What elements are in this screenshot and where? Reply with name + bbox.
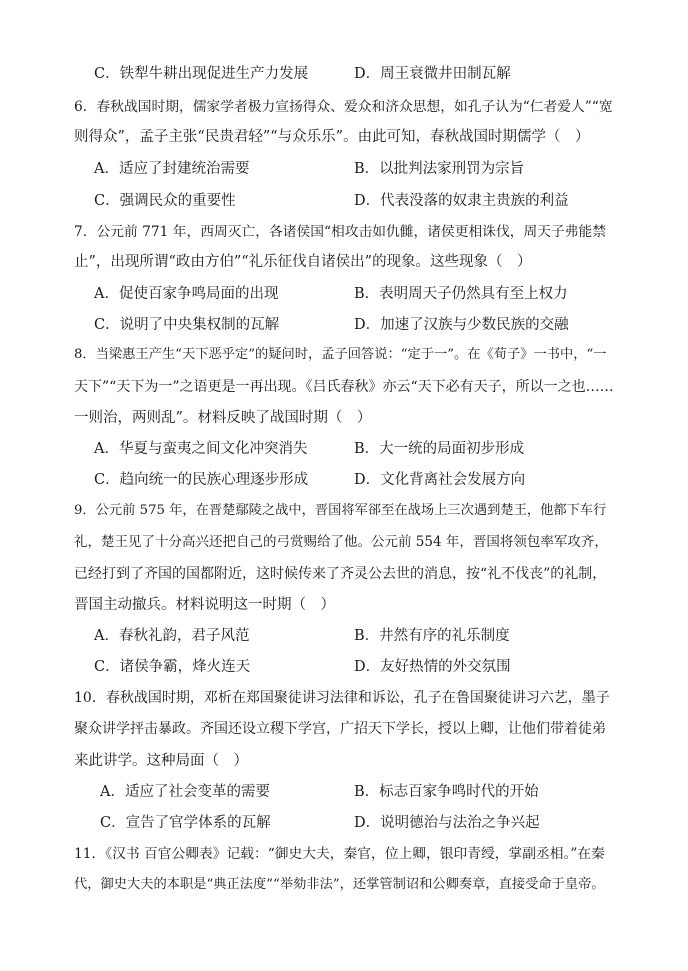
- q9-option-c: C．诸侯争霸，烽火连天: [94, 659, 251, 675]
- q10-option-c: C．宣告了官学体系的瓦解: [100, 815, 271, 831]
- q9-stem-line-3: 已经打到了齐国的国都附近，这时候传来了齐灵公去世的消息，按“礼不伐丧”的礼制，: [74, 566, 607, 582]
- q9-options-row-1: [0, 625, 688, 647]
- q6-options-row-2: [0, 190, 688, 212]
- q10-stem-line-3: 来此讲学。这种局面（ ）: [74, 753, 248, 769]
- q8-option-b: B．大一统的局面初步形成: [354, 441, 525, 457]
- q8-option-d: D．文化背离社会发展方向: [354, 472, 526, 488]
- q10-stem-line-2: 聚众讲学抨击暴政。齐国还设立稷下学宫，广招天下学长，授以上卿，让他们带着徒弟: [74, 721, 606, 737]
- q8-stem-line-1: 8．当梁惠王产生“天下恶乎定”的疑问时，孟子回答说：“定于一”。在《荀子》一书中，“一: [74, 347, 607, 362]
- q7-option-c: C．说明了中央集权制的瓦解: [94, 317, 280, 333]
- q10-option-b: B．标志百家争鸣时代的开始: [354, 784, 539, 800]
- q6-option-d: D．代表没落的奴隶主贵族的利益: [354, 193, 569, 209]
- q10-options-row-2: [0, 812, 688, 834]
- q10-options-row-1: [0, 781, 688, 803]
- q11-stem-line-2: 代，御史大夫的本职是“典正法度”“举劾非法”，还掌管制诏和公卿奏章，直接受命于皇帝。: [74, 877, 605, 892]
- q9-stem-line-2: 礼，楚王见了十分高兴还把自己的弓赏赐给了他。公元前 554 年，晋国将领包率军攻齐，: [74, 534, 608, 550]
- q6-option-a: A．适应了封建统治需要: [94, 161, 250, 177]
- q7-options-row-2: [0, 314, 688, 336]
- q8-option-a: A．华夏与蛮夷之间文化冲突消失: [94, 441, 308, 457]
- q11-stem-line-1: 11．《汉书 百官公卿表》记载：“御史大夫，秦官，位上卿，银印青绶，掌副丞相。”在秦: [74, 846, 605, 862]
- q8-stem-line-3: 一则治，两则乱”。材料反映了战国时期（ ）: [74, 410, 372, 426]
- q5-options-row: [0, 63, 688, 85]
- q6-option-b: B．以批判法家刑罚为宗旨: [354, 161, 525, 177]
- q10-stem-line-1: 10．春秋战国时期，邓析在郑国聚徒讲习法律和诉讼，孔子在鲁国聚徒讲习六艺，墨子: [74, 690, 610, 706]
- q7-stem-line-2: 止”，出现所谓“政由方伯”“礼乐征伐自诸侯出”的现象。这些现象（ ）: [74, 254, 532, 270]
- q9-stem-line-1: 9．公元前 575 年，在晋楚鄢陵之战中，晋国将军郤至在战场上三次遇到楚王，他都下车行: [74, 503, 607, 518]
- q10-option-d: D．说明德治与法治之争兴起: [354, 815, 540, 831]
- q6-stem-line-1: 6．春秋战国时期，儒家学者极力宣扬得众、爱众和济众思想，如孔子认为“仁者爱人”“宽: [74, 99, 613, 115]
- q5-option-c: C．铁犁牛耕出现促进生产力发展: [94, 66, 309, 82]
- q8-option-c: C．趋向统一的民族心理逐步形成: [94, 472, 309, 488]
- q9-option-d: D．友好热情的外交氛围: [354, 659, 511, 675]
- q10-option-a: A．适应了社会变革的需要: [100, 784, 270, 800]
- q6-stem-line-2: 则得众”，孟子主张“民贵君轻”“与众乐乐”。由此可知，春秋战国时期儒学（ ）: [74, 129, 590, 145]
- q5-option-d: D．周王衰微井田制瓦解: [354, 66, 511, 82]
- q7-stem-line-1: 7．公元前 771 年，西周灭亡，各诸侯国“相攻击如仇雠，诸侯更相诛伐，周天子弗能禁: [74, 224, 607, 240]
- q9-options-row-2: [0, 656, 688, 678]
- q8-options-row-2: [0, 469, 688, 491]
- q6-options-row-1: [0, 158, 688, 180]
- q6-option-c: C．强调民众的重要性: [94, 193, 236, 209]
- q7-option-b: B．表明周天子仍然具有至上权力: [354, 286, 568, 302]
- q9-option-a: A．春秋礼韵，君子风范: [94, 628, 250, 644]
- q7-options-row-1: [0, 283, 688, 305]
- q7-option-d: D．加速了汉族与少数民族的交融: [354, 317, 569, 333]
- q9-stem-line-4: 晋国主动撤兵。材料说明这一时期（ ）: [74, 597, 335, 613]
- q8-stem-line-2: 天下”“天下为一”之语更是一再出现。《吕氏春秋》亦云“天下必有天子，所以一之也……: [74, 379, 614, 395]
- q7-option-a: A．促使百家争鸣局面的出现: [94, 286, 279, 302]
- q8-options-row-1: [0, 438, 688, 460]
- q9-option-b: B．井然有序的礼乐制度: [354, 628, 510, 644]
